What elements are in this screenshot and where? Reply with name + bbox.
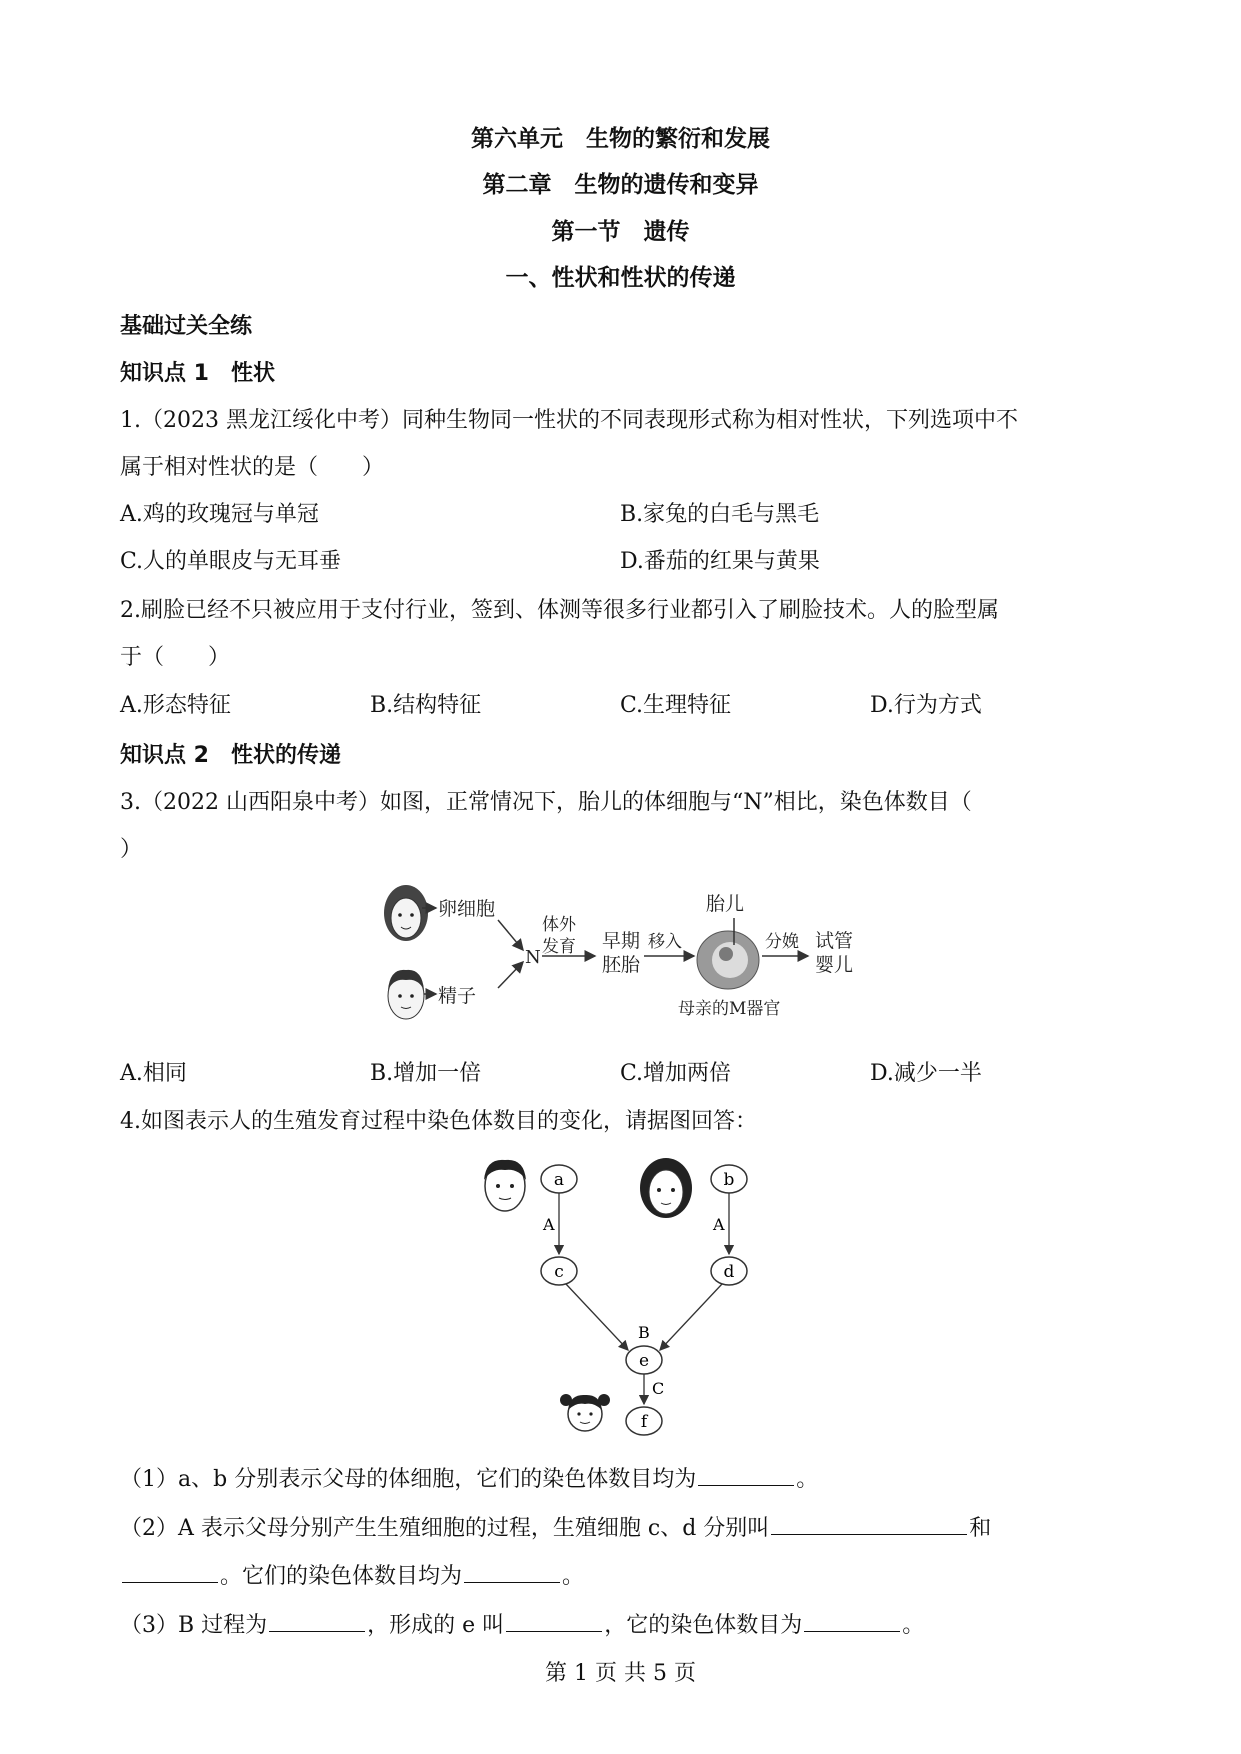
q2-option-d: D.行为方式 [870, 693, 982, 718]
node-e: e [638, 1351, 650, 1371]
q2-stem-line2: 于（ ） [120, 645, 231, 670]
answer-blank[interactable] [269, 1611, 365, 1632]
label-a-process-1: A [543, 1215, 555, 1234]
mother-face-icon [384, 885, 428, 941]
ivf-process-figure [380, 880, 860, 1030]
father-face-icon [484, 1160, 526, 1211]
answer-blank[interactable] [771, 1514, 967, 1535]
step-label-2: 发育 [542, 937, 576, 957]
q2-option-a: A.形态特征 [120, 693, 231, 718]
fetus-label: 胎儿 [706, 893, 745, 915]
unit-title: 第六单元 生物的繁衍和发展 [471, 126, 770, 152]
knowledge-point-1: 知识点 1 性状 [120, 361, 275, 386]
q1-option-c: C.人的单眼皮与无耳垂 [120, 549, 342, 574]
answer-blank[interactable] [506, 1611, 602, 1632]
q1-option-d: D.番茄的红果与黄果 [620, 549, 820, 574]
egg-label: 卵细胞 [438, 898, 496, 920]
node-d: d [723, 1262, 735, 1282]
q3-option-c: C.增加两倍 [620, 1061, 732, 1086]
q4-intro: 4.如图表示人的生殖发育过程中染色体数目的变化，请据图回答： [120, 1109, 757, 1134]
q3-option-d: D.减少一半 [870, 1061, 982, 1086]
practice-heading: 基础过关全练 [120, 314, 253, 339]
q3-option-a: A.相同 [120, 1061, 187, 1086]
baby-label-2: 婴儿 [815, 954, 854, 976]
embryo-label-1: 早期 [602, 930, 641, 952]
answer-blank[interactable] [698, 1465, 794, 1486]
q1-stem-line2: 属于相对性状的是（ ） [120, 455, 385, 480]
q4-sub3: （3）B 过程为 ，形成的 e 叫 ，它的染色体数目为 。 [120, 1613, 925, 1638]
father-face-icon [388, 970, 424, 1019]
q2-stem-line1: 2.刷脸已经不只被应用于支付行业，签到、体测等很多行业都引入了刷脸技术。人的脸型属 [120, 598, 999, 623]
move-label: 移入 [648, 932, 682, 952]
label-b-process: B [638, 1323, 650, 1342]
q1-stem-line1: 1.（2023 黑龙江绥化中考）同种生物同一性状的不同表现形式称为相对性状，下列选项中不 [120, 408, 1018, 433]
n-label: N [525, 947, 541, 968]
node-f: f [640, 1412, 648, 1432]
birth-label: 分娩 [765, 932, 799, 952]
node-a: a [553, 1170, 565, 1190]
chromosome-change-figure [470, 1148, 790, 1438]
baby-label-1: 试管 [815, 930, 854, 952]
sperm-label: 精子 [438, 985, 477, 1007]
label-a-process-2: A [713, 1215, 725, 1234]
answer-blank[interactable] [464, 1562, 560, 1583]
child-face-icon [560, 1394, 610, 1431]
section-title: 第一节 遗传 [551, 219, 690, 245]
q2-option-c: C.生理特征 [620, 693, 732, 718]
q1-option-b: B.家兔的白毛与黑毛 [620, 502, 820, 527]
topic-title: 一、性状和性状的传递 [505, 265, 736, 291]
q4-sub1: （1）a、b 分别表示父母的体细胞，它们的染色体数目均为 。 [120, 1467, 819, 1492]
q3-stem-line2: ） [120, 837, 143, 862]
q2-option-b: B.结构特征 [370, 693, 482, 718]
q4-sub2-line1: （2）A 表示父母分别产生生殖细胞的过程，生殖细胞 c、d 分别叫 和 [120, 1516, 992, 1541]
node-b: b [723, 1170, 735, 1190]
answer-blank[interactable] [122, 1562, 218, 1583]
organ-label: 母亲的M器官 [678, 999, 781, 1019]
q3-option-b: B.增加一倍 [370, 1061, 482, 1086]
answer-blank[interactable] [804, 1611, 900, 1632]
step-label-1: 体外 [542, 915, 576, 935]
q3-stem-line1: 3.（2022 山西阳泉中考）如图，正常情况下，胎儿的体细胞与“N”相比，染色体数目（ [120, 790, 972, 815]
embryo-label-2: 胚胎 [602, 954, 641, 976]
page-footer: 第 1 页 共 5 页 [545, 1661, 696, 1686]
q1-option-a: A.鸡的玫瑰冠与单冠 [120, 502, 319, 527]
node-c: c [554, 1262, 564, 1282]
mother-face-icon [640, 1158, 692, 1218]
q4-sub2-line2: 。它们的染色体数目均为 。 [120, 1559, 584, 1590]
chapter-title: 第二章 生物的遗传和变异 [482, 172, 759, 198]
label-c-process: C [652, 1379, 665, 1398]
knowledge-point-2: 知识点 2 性状的传递 [120, 743, 341, 768]
uterus-fetus-icon [697, 918, 759, 989]
